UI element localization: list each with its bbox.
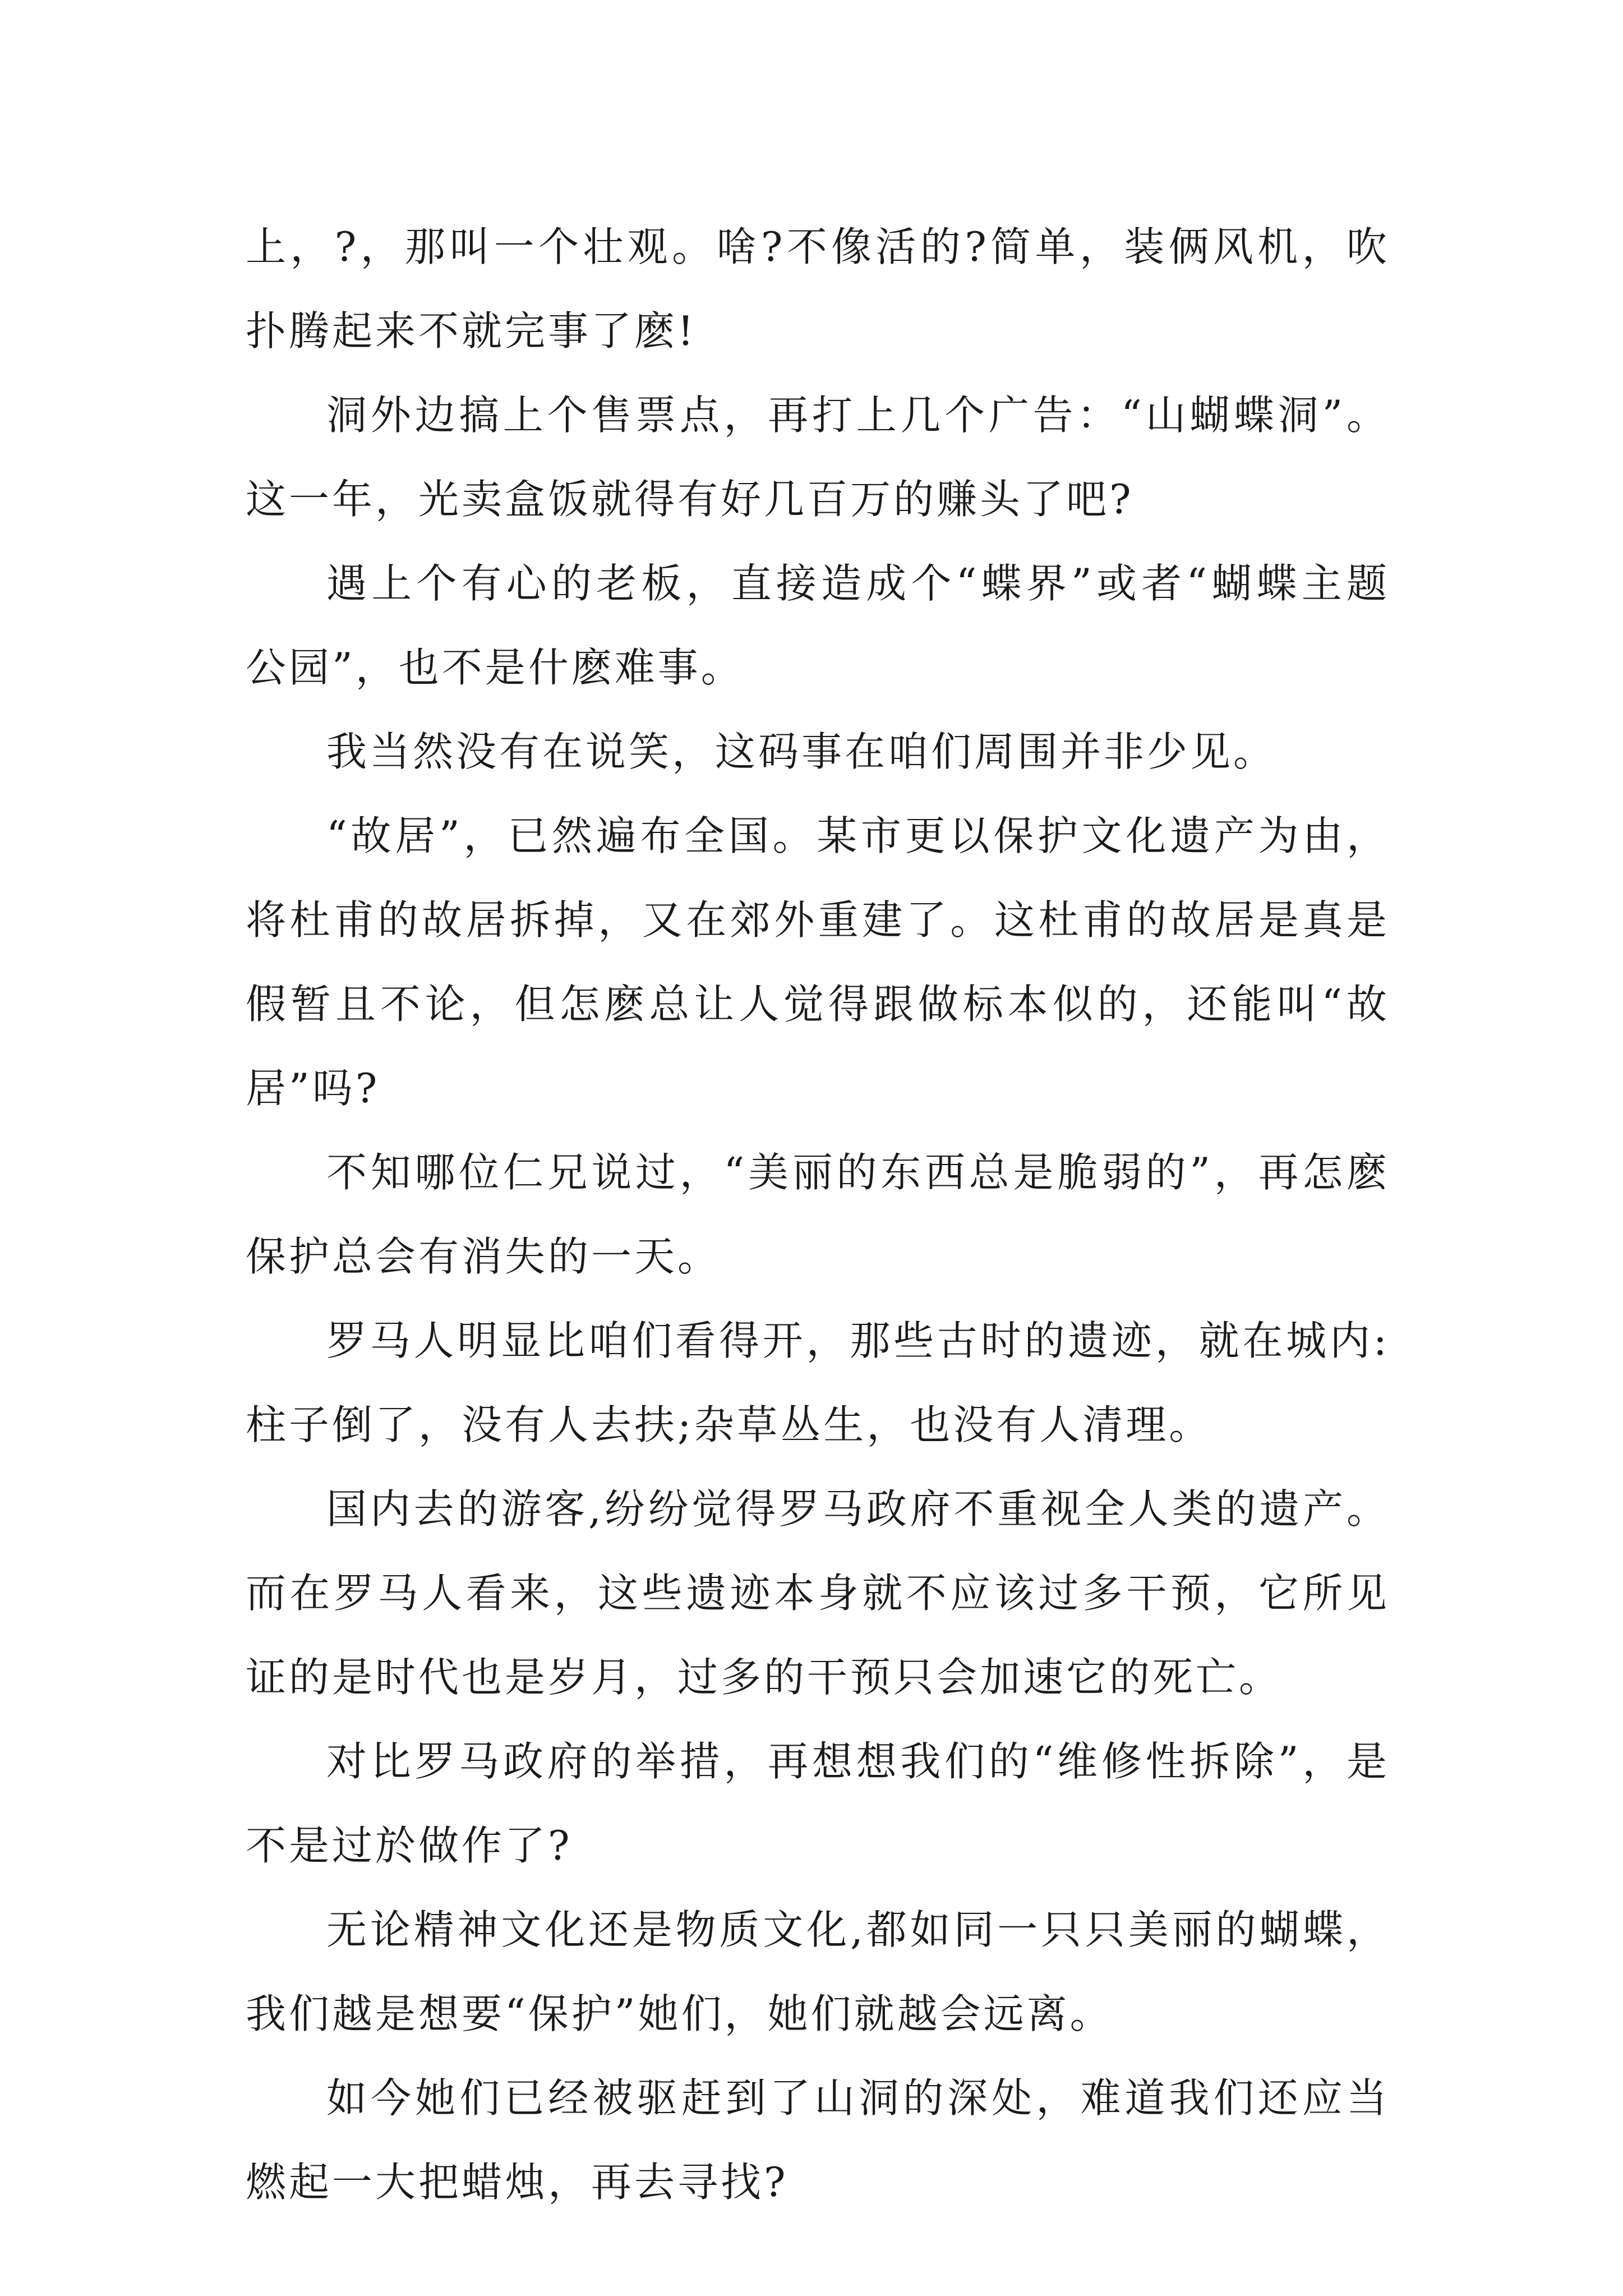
paragraph-6: 不知哪位仁兄说过，“美丽的东西总是脆弱的”，再怎麽保护总会有消失的一天。 [246, 1149, 1390, 1280]
paragraph-1: 上，?，那叫一个壮观。啥?不像活的?简单，装俩风机，吹扑腾起来不就完事了麽! [246, 223, 1390, 355]
paragraph-2: 洞外边搞上个售票点，再打上几个广告：“山蝴蝶洞”。这一年，光卖盒饭就得有好几百万的赚头了吧? [246, 392, 1390, 523]
paragraph-4: 我当然没有在说笑，这码事在咱们周围并非少见。 [326, 728, 1277, 775]
article-body [246, 205, 1390, 2224]
paragraph-10: 无论精神文化还是物质文化,都如同一只只美丽的蝴蝶，我们越是想要“保护”她们，她们就越会远离。 [246, 1906, 1390, 2037]
paragraph-7: 罗马人明显比咱们看得开，那些古时的遗迹，就在城内:柱子倒了，没有人去扶;杂草丛生，也没有人清理。 [246, 1317, 1390, 1448]
paragraph-11: 如今她们已经被驱赶到了山洞的深处，难道我们还应当燃起一大把蜡烛，再去寻找? [246, 2074, 1390, 2206]
paragraph-8: 国内去的游客,纷纷觉得罗马政府不重视全人类的遗产。而在罗马人看来，这些遗迹本身就不应该过多干预，它所见证的是时代也是岁月，过多的干预只会加速它的死亡。 [246, 1485, 1390, 1701]
paragraph-5: “故居”，已然遍布全国。某市更以保护文化遗产为由，将杜甫的故居拆掉，又在郊外重建了。这杜甫的故居是真是假暂且不论，但怎麽总让人觉得跟做标本似的，还能叫“故居”吗? [246, 812, 1390, 1112]
paragraph-9: 对比罗马政府的举措，再想想我们的“维修性拆除”，是不是过於做作了? [246, 1738, 1390, 1869]
paragraph-3: 遇上个有心的老板，直接造成个“蝶界”或者“蝴蝶主题公园”，也不是什麽难事。 [246, 560, 1390, 691]
